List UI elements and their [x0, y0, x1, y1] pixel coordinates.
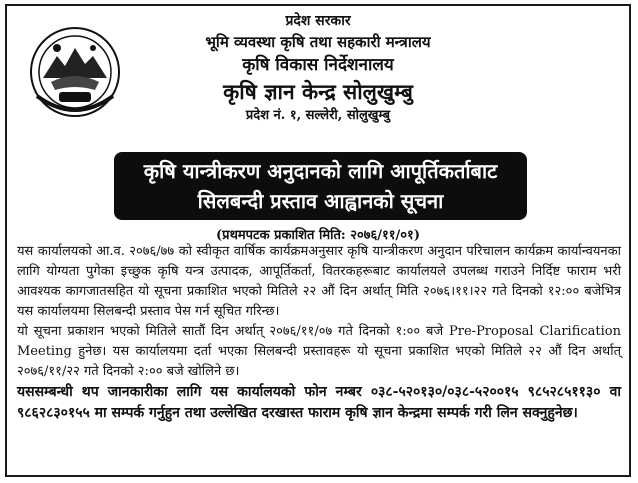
notice-body	[17, 242, 621, 424]
banner-line-1: कृषि यान्त्रीकरण अनुदानको लागि आपूर्तिकर्ताबाट	[143, 159, 498, 183]
office-header	[7, 12, 629, 125]
ministry-name: भूमि व्यवस्था कृषि तथा सहकारी मन्त्रालय	[205, 33, 431, 51]
paragraph-1: यस कार्यालयको आ.व. २०७६/७७ को स्वीकृत वार्षिक कार्यक्रमअनुसार कृषि यान्त्रीकरण अनुदान परिचालन कार्यक्रम कार्यान्वयनका लागि योग्यता पुगेका इच्छुक कृषि यन्त्र उत्पादक, आपूर्तिकर्ता, वितरकहरूबाट कार्यालयले उपलब्ध गराउने निर्दिष्ट फाराम भरी आवश्यक कागजातसहित यो सूचना प्रकाशित भएको मितिले २२ औं दिन अर्थात् मिति २०७६।११।२२ गते दिनको १२:०० बजेभित्र यस कार्यालयमा सिलबन्दी प्रस्ताव पेस गर्न सूचित गरिन्छ।	[17, 244, 621, 319]
directorate-name: कृषि विकास निर्देशनालय	[242, 55, 394, 75]
banner-line-2: सिलबन्दी प्रस्ताव आह्वानको सूचना	[197, 189, 444, 213]
publication-date: (प्रथमपटक प्रकाशित मिति: २०७६/११/०१)	[216, 228, 420, 243]
government-label: प्रदेश सरकार	[285, 13, 351, 29]
paragraph-3: यससम्बन्धी थप जानकारीका लागि यस कार्यालयको फोन नम्बर ०३८-५२०१३०/०३८-५२००१५ ९८५२८५११३० वा ९८६२८३०१५५ मा सम्पर्क गर्नुहुन तथा उल्लेखित दरखास्त फाराम कृषि ज्ञान केन्द्रमा सम्पर्क गरी लिन सक्नुहुनेछ।	[17, 384, 621, 421]
notice-frame	[5, 4, 631, 477]
office-name: कृषि ज्ञान केन्द्र सोलुखुम्बु	[223, 79, 413, 104]
notice-title-banner	[114, 152, 527, 220]
office-address: प्रदेश नं. १, सल्लेरी, सोलुखुम्बु	[245, 108, 391, 123]
paragraph-2: यो सूचना प्रकाशन भएको मितिले सातौं दिन अर्थात् २०७६/११/०७ गते दिनको १:०० बजे Pre-Proposal Clarification Meeting हुनेछ। यस कार्यालयमा दर्ता भएका सिलबन्दी प्रस्तावहरू यो सूचना प्रकाशित भएको मितिले २२ औं दिन अर्थात् २०७६/११/२२ गते दिनको २:०० बजे खोलिने छ।	[17, 324, 621, 379]
